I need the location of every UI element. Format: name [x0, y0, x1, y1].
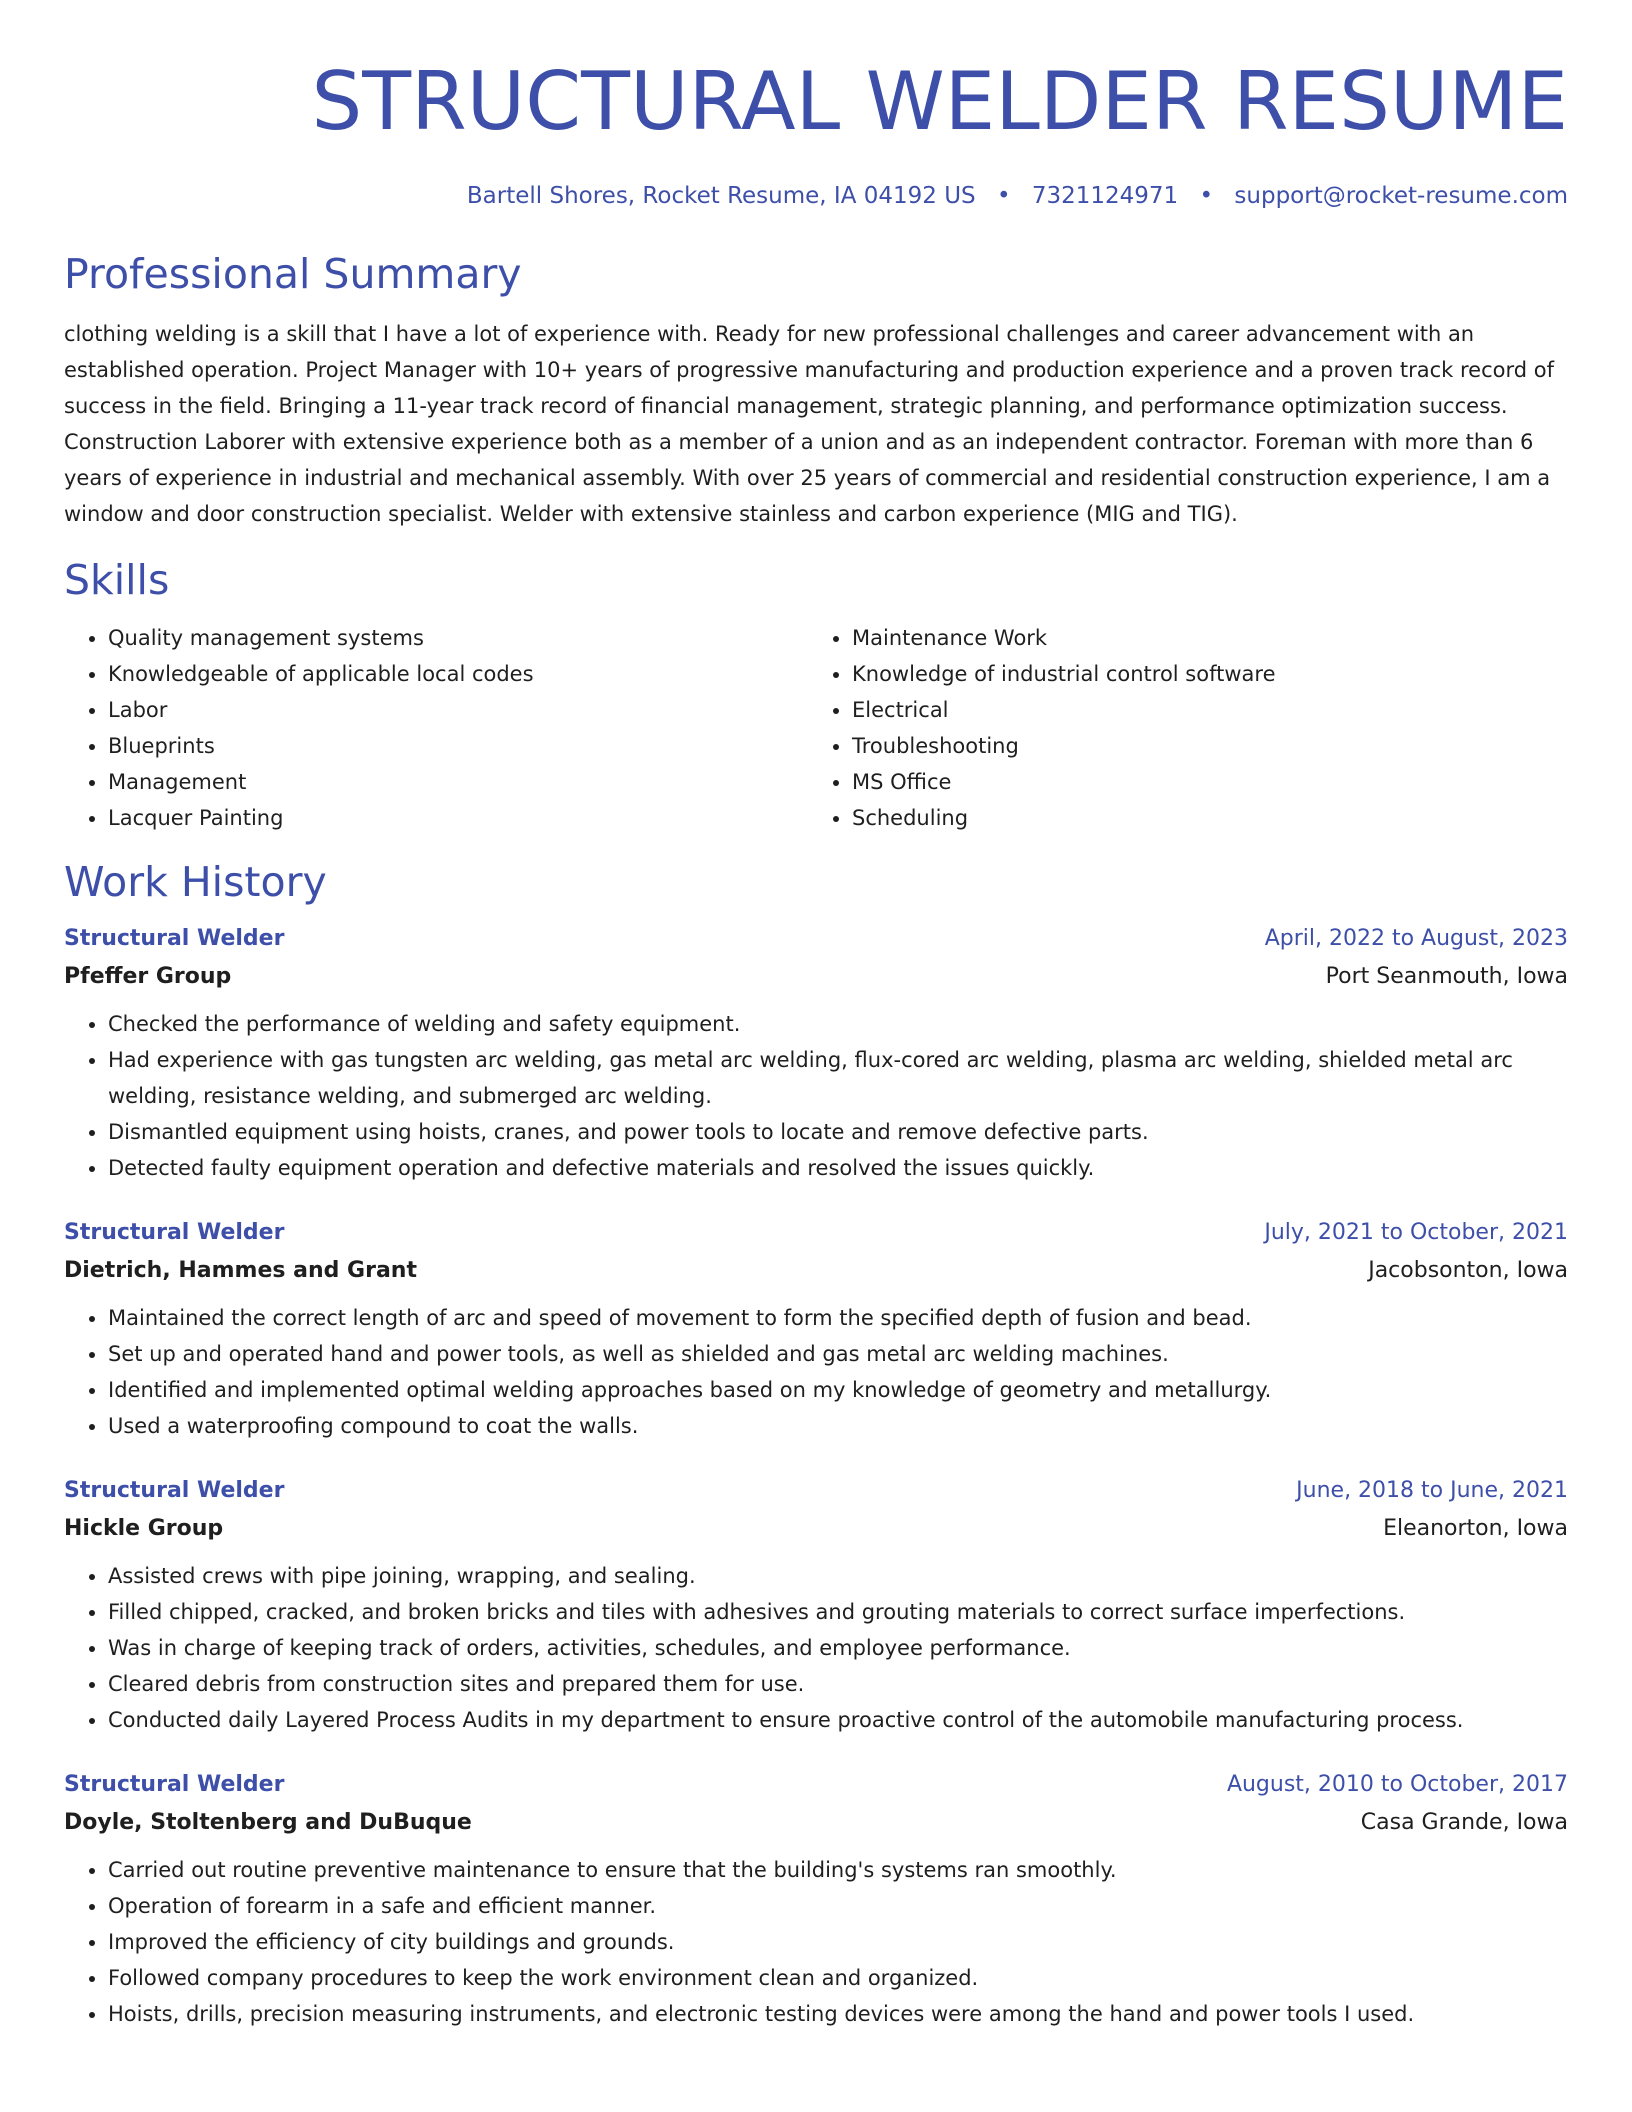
- work-history-list: [64, 920, 1568, 2032]
- contact-line: [64, 180, 1568, 212]
- job-dates: April, 2022 to August, 2023: [1264, 926, 1568, 951]
- contact-address: Bartell Shores, Rocket Resume, IA 04192 US: [466, 183, 976, 209]
- job-bullet: • Cleared debris from construction sites and prepared them for use.: [108, 1666, 1568, 1702]
- job-bullet: • Was in charge of keeping track of orders, activities, schedules, and employee performance.: [108, 1630, 1568, 1666]
- job-title: Structural Welder: [64, 1220, 285, 1245]
- skills-heading: Skills: [64, 556, 170, 604]
- job-bullet: • Used a waterproofing compound to coat the walls.: [108, 1408, 1568, 1444]
- job-bullet: • Followed company procedures to keep the work environment clean and organized.: [108, 1960, 1568, 1996]
- skill-item: • Quality management systems: [108, 620, 808, 656]
- summary-heading: Professional Summary: [64, 250, 522, 298]
- skills-list: [64, 620, 1568, 836]
- work-history-heading: Work History: [64, 858, 327, 906]
- job-bullet: • Conducted daily Layered Process Audits in my department to ensure proactive control of the automobile manufacturing process.: [108, 1702, 1568, 1738]
- job-title: Structural Welder: [64, 926, 285, 951]
- job-bullet: • Operation of forearm in a safe and efficient manner.: [108, 1888, 1568, 1924]
- job-bullet: • Improved the efficiency of city buildings and grounds.: [108, 1924, 1568, 1960]
- job-title: Structural Welder: [64, 1772, 285, 1797]
- job-bullet: • Checked the performance of welding and safety equipment.: [108, 1006, 1568, 1042]
- skill-item: • Scheduling: [852, 800, 1552, 836]
- job-bullet: • Identified and implemented optimal welding approaches based on my knowledge of geometry and metallurgy.: [108, 1372, 1568, 1408]
- job-dates: August, 2010 to October, 2017: [1226, 1772, 1568, 1797]
- skills-column-right: [808, 620, 1552, 836]
- job-dates: July, 2021 to October, 2021: [1264, 1220, 1568, 1245]
- skill-item: • Maintenance Work: [852, 620, 1552, 656]
- job-bullet: • Had experience with gas tungsten arc welding, gas metal arc welding, flux-cored arc welding, plasma arc welding, shielded metal arc welding, resistance welding, and submerged arc welding.: [108, 1042, 1568, 1114]
- resume-page: [64, 0, 1568, 2032]
- job-bullet: • Filled chipped, cracked, and broken bricks and tiles with adhesives and grouting materials to correct surface imperfections.: [108, 1594, 1568, 1630]
- summary-text: clothing welding is a skill that I have a lot of experience with. Ready for new professional challenges and career advancement with an established operation. Project Manager with 10+ years of progressive manufacturing and production experience and a proven track record of success in the field. Bringing a 11-year track record of financial management, strategic planning, and performance optimization success. Construction Laborer with extensive experience both as a member of a union and as an independent contractor. Foreman with more than 6 years of experience in industrial and mechanical assembly. With over 25 years of commercial and residential construction experience, I am a window and door construction specialist. Welder with extensive stainless and carbon experience (MIG and TIG).: [64, 322, 1554, 526]
- job-entry: [64, 1214, 1568, 1444]
- job-bullet: • Dismantled equipment using hoists, cranes, and power tools to locate and remove defective parts.: [108, 1114, 1568, 1150]
- skill-item: • Blueprints: [108, 728, 808, 764]
- job-bullets: [64, 1300, 1568, 1444]
- job-bullets: [64, 1852, 1568, 2032]
- job-dates: June, 2018 to June, 2021: [1296, 1478, 1568, 1503]
- contact-separator: •: [996, 183, 1011, 209]
- skill-item: • Troubleshooting: [852, 728, 1552, 764]
- job-company: Doyle, Stoltenberg and DuBuque: [64, 1810, 472, 1835]
- job-entry: [64, 920, 1568, 1186]
- job-title: Structural Welder: [64, 1478, 285, 1503]
- job-bullets: [64, 1006, 1568, 1186]
- job-location: Casa Grande, Iowa: [1360, 1810, 1568, 1835]
- skill-item: • Lacquer Painting: [108, 800, 808, 836]
- job-bullet: • Carried out routine preventive maintenance to ensure that the building's systems ran smoothly.: [108, 1852, 1568, 1888]
- skills-column-left: [64, 620, 808, 836]
- job-company: Pfeffer Group: [64, 964, 232, 989]
- skill-item: • Labor: [108, 692, 808, 728]
- resume-title: STRUCTURAL WELDER RESUME: [311, 55, 1568, 148]
- job-bullet: • Detected faulty equipment operation and defective materials and resolved the issues quickly.: [108, 1150, 1568, 1186]
- contact-phone[interactable]: 7321124971: [1031, 183, 1179, 209]
- contact-email[interactable]: support@rocket-resume.com: [1234, 183, 1568, 209]
- job-entry: [64, 1472, 1568, 1738]
- skill-item: • Electrical: [852, 692, 1552, 728]
- skill-item: • Management: [108, 764, 808, 800]
- job-bullet: • Maintained the correct length of arc and speed of movement to form the specified depth of fusion and bead.: [108, 1300, 1568, 1336]
- job-bullet: • Assisted crews with pipe joining, wrapping, and sealing.: [108, 1558, 1568, 1594]
- skill-item: • MS Office: [852, 764, 1552, 800]
- job-company: Hickle Group: [64, 1516, 224, 1541]
- job-bullet: • Hoists, drills, precision measuring instruments, and electronic testing devices were among the hand and power tools I used.: [108, 1996, 1568, 2032]
- job-bullet: • Set up and operated hand and power tools, as well as shielded and gas metal arc welding machines.: [108, 1336, 1568, 1372]
- job-location: Jacobsonton, Iowa: [1368, 1258, 1568, 1283]
- skill-item: • Knowledgeable of applicable local codes: [108, 656, 808, 692]
- job-bullets: [64, 1558, 1568, 1738]
- job-entry: [64, 1766, 1568, 2032]
- job-company: Dietrich, Hammes and Grant: [64, 1258, 417, 1283]
- job-location: Eleanorton, Iowa: [1383, 1516, 1568, 1541]
- job-location: Port Seanmouth, Iowa: [1325, 964, 1568, 989]
- contact-separator: •: [1199, 183, 1214, 209]
- skill-item: • Knowledge of industrial control software: [852, 656, 1552, 692]
